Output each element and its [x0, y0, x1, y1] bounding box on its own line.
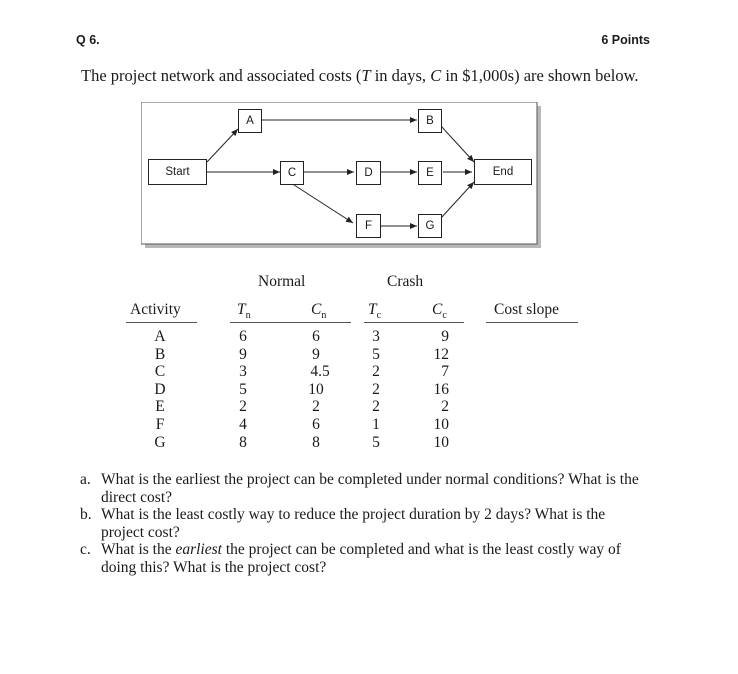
table-cell: 6	[239, 328, 247, 345]
table-cell: 8	[312, 433, 320, 451]
header-tc-main: T	[368, 301, 377, 318]
header-cost-slope: Cost slope	[494, 301, 560, 318]
intro-part3: in $1,000s) are shown below.	[441, 66, 639, 85]
table-cell: 6	[312, 328, 320, 345]
header-cc-sub: c	[442, 310, 447, 322]
table-cell: 9	[312, 345, 320, 363]
header-cc-main: C	[432, 301, 443, 318]
header-cc	[432, 301, 447, 321]
table-cell: G	[154, 433, 166, 451]
node-e: E	[418, 161, 442, 185]
intro-part2: in days,	[370, 66, 431, 85]
underline-activity	[126, 322, 197, 323]
table-cell: 10	[433, 433, 449, 451]
header-normal: Normal	[258, 273, 306, 290]
table-cell: 4	[239, 415, 247, 433]
table-cell: E	[155, 398, 165, 416]
question-c-letter: c.	[80, 541, 91, 559]
table-cell: 16	[433, 380, 449, 398]
question-c	[80, 541, 680, 576]
header-tc-sub: c	[376, 310, 382, 322]
intro-c-var: C	[430, 66, 442, 85]
node-g: G	[418, 214, 442, 238]
table-cell: 2	[372, 380, 380, 398]
question-c-part2: the project can be completed and what is the least costly way of doing this? What is the project cost?	[101, 541, 621, 576]
table-cell: 2	[441, 398, 449, 416]
question-c-emph: earliest	[175, 541, 222, 559]
table-cell: 1	[372, 415, 380, 433]
question-b-text: What is the least costly way to reduce the project duration by 2 days? What is the project cost?	[101, 506, 606, 541]
node-c: C	[280, 161, 304, 185]
header-activity: Activity	[130, 301, 181, 318]
table-cell: 3	[239, 363, 247, 381]
node-f: F	[356, 214, 381, 238]
question-a-text: What is the earliest the project can be completed under normal conditions? What is the direct cost?	[101, 471, 639, 506]
table-cell: 2	[312, 398, 320, 416]
table-cell: 12	[433, 345, 449, 363]
question-b	[80, 506, 680, 541]
header-tc	[368, 301, 381, 321]
column-tc	[366, 328, 386, 451]
underline-crash	[364, 322, 464, 323]
table-cell: F	[155, 415, 165, 433]
table-cell: 10	[433, 415, 449, 433]
table-cell: 9	[239, 345, 247, 363]
table-cell: 7	[441, 363, 449, 381]
question-a-letter: a.	[80, 471, 91, 488]
underline-normal	[230, 322, 351, 323]
table-cell: 4.5	[310, 363, 330, 381]
table-cell: 3	[372, 328, 380, 345]
intro-text	[81, 66, 639, 86]
table-cell: 2	[372, 363, 380, 381]
project-network-diagram	[141, 102, 541, 248]
table-cell: D	[154, 380, 166, 398]
question-points: 6 Points	[601, 33, 650, 47]
header-crash: Crash	[387, 273, 424, 290]
table-cell: B	[154, 345, 166, 363]
header-tn	[237, 301, 251, 321]
question-c-part1: What is the	[101, 541, 176, 559]
node-start: Start	[148, 159, 207, 185]
table-cell: 2	[372, 398, 380, 416]
node-end: End	[474, 159, 532, 185]
node-a: A	[238, 109, 262, 133]
table-cell: A	[154, 328, 166, 345]
intro-t-var: T	[361, 66, 371, 85]
column-activity	[150, 328, 170, 451]
header-cn-main: C	[311, 301, 322, 318]
table-cell: C	[154, 363, 166, 381]
intro-part1: The project network and associated costs (	[81, 66, 362, 85]
table-cell: 5	[372, 433, 380, 451]
column-tn	[233, 328, 253, 451]
table-cell: 5	[372, 345, 380, 363]
question-number: Q 6.	[76, 33, 100, 47]
question-c-text	[101, 541, 646, 576]
table-cell: 5	[239, 380, 247, 398]
header-cn-sub: n	[321, 310, 327, 322]
table-cell: 10	[308, 380, 324, 398]
column-cn	[300, 328, 332, 451]
header-tn-sub: n	[245, 310, 251, 322]
column-cc	[420, 328, 449, 451]
table-cell: 6	[312, 415, 320, 433]
node-d: D	[356, 161, 381, 185]
question-b-letter: b.	[80, 506, 92, 524]
question-a	[80, 471, 680, 506]
table-cell: 9	[441, 328, 449, 345]
header-cn	[311, 301, 326, 321]
header-tn-main: T	[237, 301, 246, 318]
table-cell: 2	[239, 398, 247, 416]
question-list	[80, 471, 680, 577]
underline-cost-slope	[486, 322, 578, 323]
node-b: B	[418, 109, 442, 133]
table-cell: 8	[239, 433, 247, 451]
